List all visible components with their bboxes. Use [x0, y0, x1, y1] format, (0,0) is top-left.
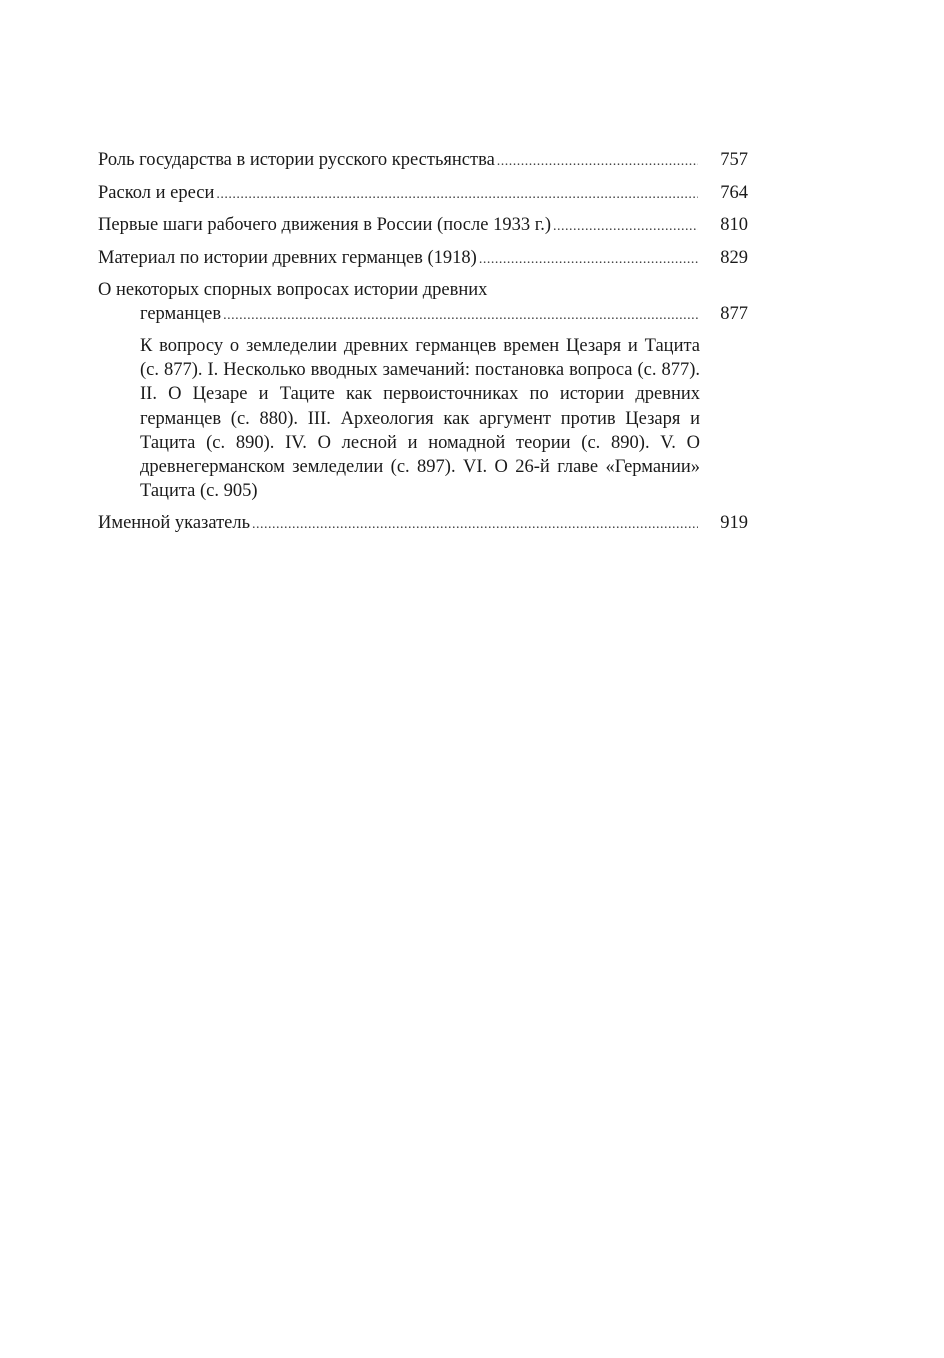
toc-entry[interactable]	[98, 181, 748, 205]
toc-entry-page: 810	[720, 215, 748, 235]
dot-leader	[497, 150, 698, 174]
table-of-contents	[98, 148, 748, 544]
toc-entry-description: К вопросу о земледелии древних германцев времен Цезаря и Тацита (с. 877). I. Несколько вводных замечаний: постановка вопроса (с. 877). II. О Цезаре и Таците как первоисточниках по истории древних германцев (с. 880). III. Археология как аргумент против Цезаря и Тацита (с. 890). IV. О лесной и номадной теории (с. 890). V. О древнегерманском земледелии (с. 897). VI. О 26-й главе «Германии» Тацита (с. 905)	[140, 336, 700, 502]
dot-leader	[553, 215, 698, 239]
toc-entry-title: Раскол и ереси	[98, 182, 215, 203]
toc-entry-title: Материал по истории древних германцев (1918)	[98, 247, 477, 268]
dot-leader	[223, 304, 700, 328]
dot-leader	[252, 513, 698, 537]
toc-entry-title-line2: германцев	[140, 304, 222, 324]
toc-entry-index[interactable]	[98, 511, 748, 535]
toc-entry-title: Первые шаги рабочего движения в России (после 1933 г.)	[98, 215, 551, 235]
toc-entry-page: 877	[720, 304, 748, 324]
toc-entry-page: 829	[720, 247, 748, 268]
toc-entry-title-line1: О некоторых спорных вопросах истории древних	[98, 280, 488, 300]
toc-entry-page: 919	[720, 513, 748, 534]
toc-entry[interactable]	[98, 246, 748, 270]
toc-entry[interactable]	[98, 213, 748, 237]
toc-entry-multiline[interactable]	[98, 278, 748, 326]
toc-entry-title: Именной указатель	[98, 513, 251, 534]
dot-leader	[479, 248, 698, 272]
toc-entry-page: 764	[720, 182, 748, 203]
toc-entry-title: Роль государства в истории русского крестьянства	[98, 150, 495, 170]
dot-leader	[216, 183, 698, 207]
toc-entry-page: 757	[720, 150, 748, 170]
toc-entry[interactable]	[98, 148, 748, 172]
